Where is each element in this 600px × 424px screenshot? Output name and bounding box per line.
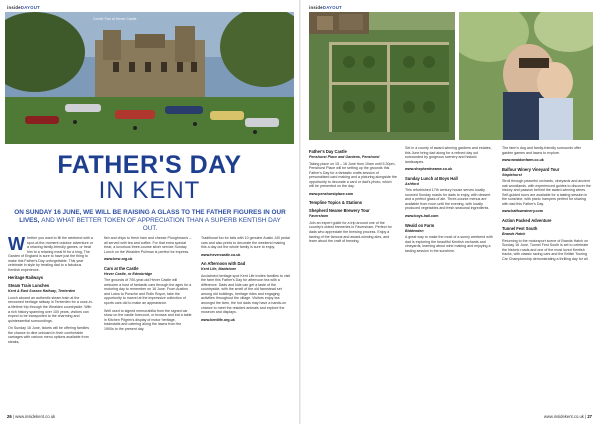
body-text: Join an expert guide for a trip around one of the country's oldest breweries in Faversham. Perfect for dads who appreciate the brewing process. Enjoy a tasting of the famous and award-winning ales, and learn about the craft of brewing. (309, 220, 392, 244)
venue-link[interactable]: www.kentlife.org.uk (201, 317, 235, 322)
body-text: Acclaimed heritage spot Kent Life invites families to visit the farm this Father's Day for afternoon tea with a difference. Dads and kids can get a taste of the countryside, with the smell of the old farmstead set among old buildings, heritage rides and engaging activities throughout the village. Visitors enjoy tea amongst the farm, the hot dads may have a hands-on chance to meet the resident animals and explore the museum and displays. (201, 273, 291, 315)
venue-link[interactable]: www.kesr.org.uk (104, 257, 133, 262)
body-text: Lunch aboard an authentic steam train at the renowned heritage railway in Tenterden for a once-in-a-lifetime trip through the Wealden countryside. With a rich history spanning over 100 years, visitors can expect to be transported to the charming and quintessential surroundings. (8, 295, 93, 323)
left-footer: 26 | www.insidekent.co.uk (7, 414, 56, 419)
body-text: This refurbished 17th century house serves locally sourced Sunday roasts for dads to enjoy, with dessert and a perfect glass of ale. Three-course menus are available from noon until the evening, with locally produced vegetables and fresh seasonal ingredients. (405, 188, 491, 211)
venue-location: Kent Life, Maidstone (201, 267, 237, 272)
venue-link[interactable]: www.boys-hall.com (405, 214, 439, 219)
standfirst-bold: ON SUNDAY 16 JUNE, WE WILL BE RAISING A GLASS TO THE FATHER FIGURES IN OUR LIVES, (14, 209, 286, 224)
body-text: Well used to signed memorabilia from the signed car show on the castle forecourt, or browse and eat a table in Kitchen Pilgrim's display of motor heritage, tradestalls and catering along the lawns from the 1900s to the present day. (104, 308, 192, 331)
venue-location: Hever Castle, nr Edenbridge (104, 271, 153, 276)
article-title: FATHER'S DAY (57, 151, 242, 179)
father-and-child-image (459, 12, 593, 140)
body-text: On Sunday 16 June, tickets will be offering families the chance to dine onboard in their comfortable carriages with various menu options available from steaks, (8, 326, 90, 344)
venue-location: Penshurst Place and Gardens, Penshurst (309, 155, 380, 159)
venue-heading: Tunnel Fest South (502, 226, 538, 232)
left-column-3 (201, 236, 291, 326)
aerial-garden-photo (309, 12, 455, 140)
family-photo (459, 12, 593, 140)
standfirst-rest: AND WHAT BETTER TOKEN OF APPRECIATION THAN A SUPERB KENTISH DAY OUT. (41, 217, 281, 232)
venue-heading: Balfour Winery Vineyard Tour (502, 166, 560, 172)
running-head: insideDAYOUT (7, 5, 41, 10)
section-heading: Heritage Railways (8, 275, 44, 281)
venue-location: Kent & East Sussex Railway, Tenterden (8, 289, 76, 294)
footer-site[interactable]: www.insidekent.co.uk (543, 414, 584, 419)
venue-heading: Cars at the Castle (104, 265, 139, 271)
running-head-accent: DAYOUT (322, 5, 343, 10)
venue-location: Biddenden (405, 228, 424, 233)
body-text: Returning to the motorsport scene of Brands Hatch on Sunday 16 June, Tunnel Fest South is set to celebrate the historic roads and one of the most loved Kentish tracks, with classic racing cars and the British Touring Car Championship demonstrating a thrilling day for all. (502, 238, 589, 261)
left-page (0, 0, 299, 424)
page-number: 27 (587, 414, 592, 419)
venue-heading: An Afternoon with Dad (201, 261, 246, 267)
running-head-accent: DAYOUT (20, 5, 41, 10)
venue-link[interactable]: www.hevercastle.co.uk (201, 252, 241, 257)
venue-link[interactable]: www.wealdonfarm.co.uk (502, 158, 544, 163)
body-text: Traditional fun for kids with 10 genuine Austin J40 pedal cars and also prints to decorate the weekend making this a day out the whole family is sure to enjoy. (201, 236, 290, 250)
venue-location: Faversham (309, 214, 328, 219)
left-column-1 (8, 236, 94, 347)
page-number: 26 (7, 414, 12, 419)
venue-heading: Shepherd Neame Brewery Tour (309, 208, 370, 214)
venue-link[interactable]: www.penshurstplace.com (309, 191, 354, 196)
venue-heading: Sunday Lunch at Boys Hall (405, 175, 458, 181)
formal-garden-aerial-image (309, 12, 455, 140)
venue-heading: Father's Day Castle (309, 149, 347, 154)
standfirst (14, 209, 286, 233)
right-column-2 (405, 146, 493, 256)
venue-link[interactable]: www.balfourwinery.com (502, 209, 543, 214)
venue-location: Brands Hatch (502, 232, 526, 237)
running-head: insideDAYOUT (309, 5, 343, 10)
right-column-1 (309, 146, 397, 247)
body-text: fish and chips to fresh ham and cheese Ploughman's – all served with tea and coffee. For that extra special treat, a luxurious three-course silver service Sunday Lunch on the Wealden Pullman is perfect for impress. (104, 236, 192, 254)
venue-location: Staplehurst (502, 172, 522, 177)
footer-site[interactable]: www.insidekent.co.uk (15, 414, 56, 419)
right-footer: www.insidekent.co.uk | 27 (543, 414, 592, 419)
venue-link[interactable]: www.shepherdneame.co.uk (405, 167, 453, 172)
castle-garden-photo (5, 12, 294, 144)
body-text: Taking place on 15 – 16 June from 10am until 5.30pm, Penshurst Place will be setting up the grounds this Father's Day for a fantastic crafts session of personalised card making and a picturing alongside the opportunity to decorate a card or dad's photo, which will be presented on the day. (309, 161, 397, 189)
section-heading: Templine Topics & Stations (309, 200, 363, 206)
article-title-line2: IN KENT (98, 177, 201, 204)
right-page (301, 0, 600, 424)
drop-cap: W (8, 234, 25, 254)
intro-text: hether you want to fill the weekend with a spur-of-the-moment outdoor adventure or a relaxing family-friendly games, or treat him to a relaxing meal fit for a king, The Garden of England is sure to have just the thing to make this Father's Day unforgettable. This year celebrate in style by treating dad to a fabulous Kentish experience. (8, 236, 93, 272)
body-text: The grounds of 700-year-old Hever Castle will welcome a host of fantastic cars through the ages for a motoring day to remember on 16 June. From Austins and Lotus to Porsche and Rolls Royce, take the opportunity to marvel at the impressive collection of sports cars old to make an appearance. (104, 278, 192, 306)
section-heading: Action Packed Adventure (502, 218, 552, 224)
venue-location: Ashford (405, 181, 419, 186)
photo-caption: Credit: Fan at Hever Castle (93, 17, 137, 21)
venue-heading: Steam Train Lunches (8, 283, 50, 289)
hero-photo (5, 12, 294, 144)
left-column-2 (104, 236, 192, 334)
body-text: Set in a county of award-winning gardens and estates, this June bring dad along for a refined day out surrounded by gorgeous scenery and historic landscapes. (405, 146, 492, 164)
right-column-3 (502, 146, 592, 264)
body-text: A great way to make the most of a sunny weekend with dad is exploring the beautiful Kentish orchards and vineyards, learning about wine making and enjoying a tasting session in the sunshine. (405, 235, 493, 253)
body-text: The farm's dog and family-friendly surrounds offer garden games and lawns to explore. (502, 146, 582, 155)
venue-heading: Weald on Farm (405, 222, 435, 228)
body-text: Stroll through peaceful orchards, vineyards and ancient oak woodlands, with experienced guides to discover the history and passion behind the award-winning wines. Self-guided tours are available for a tasting session in the sunshine, with picnic hampers perfect for sharing with dad this Father's Day. (502, 179, 591, 206)
